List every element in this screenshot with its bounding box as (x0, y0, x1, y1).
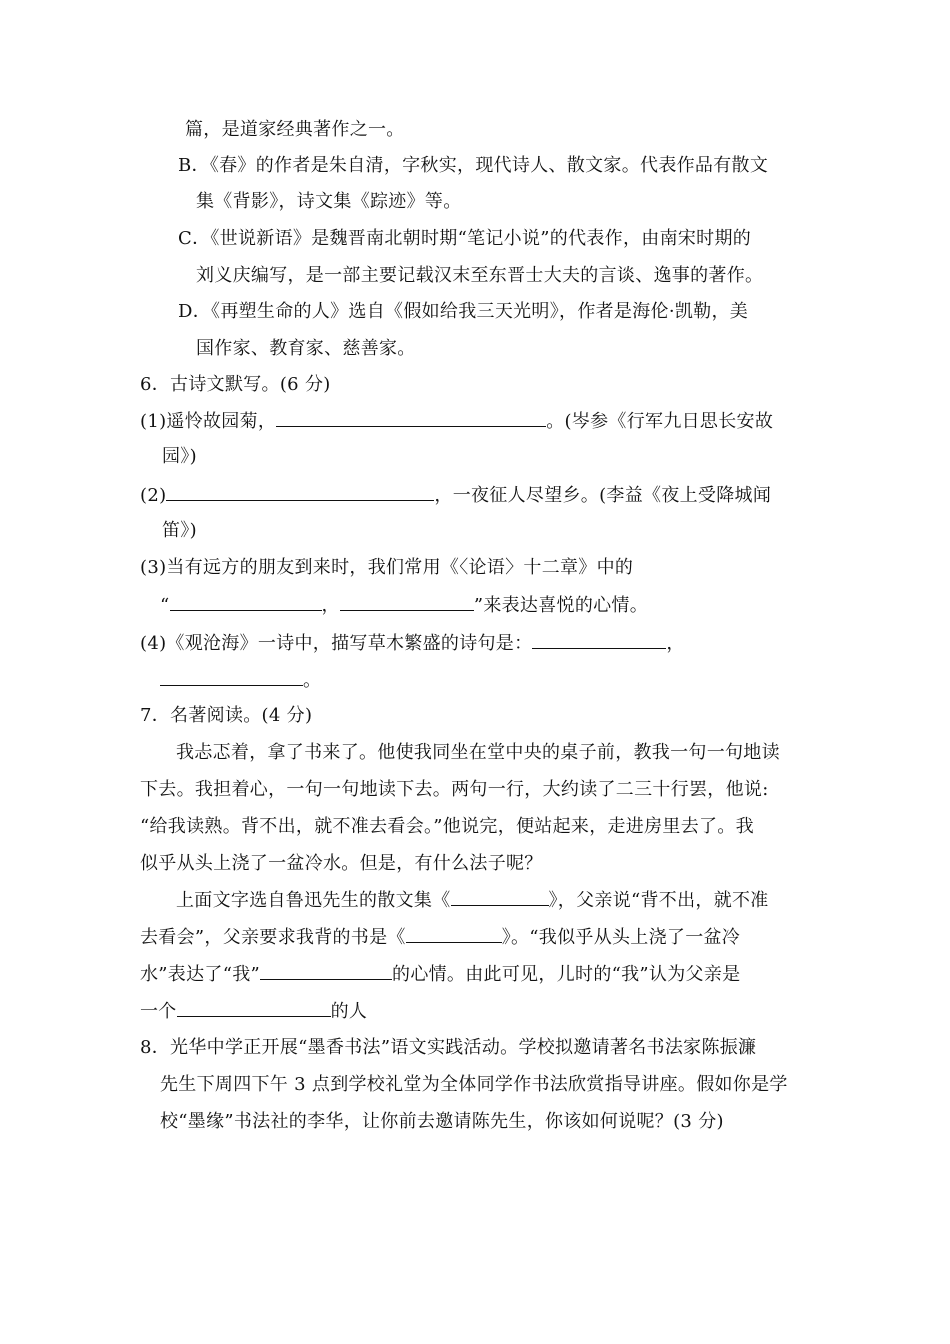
q7-qd-suffix: 的人 (330, 1001, 368, 1022)
q6-s4-period: 。 (303, 670, 322, 691)
q6-sentence4 (140, 631, 685, 656)
q7-passage-line1: 我忐忑着，拿了书来了。他使我同坐在堂中央的桌子前，教我一句一句地读 (176, 742, 780, 763)
q7-passage-line2: 下去。我担着心，一句一句地读下去。两句一行，大约读了二三十行罢，他说: (140, 779, 769, 800)
q6-sentence3: (3)当有远方的朋友到来时，我们常用《〈论语〉十二章》中的 (140, 557, 634, 578)
q6-s3-blank1[interactable] (170, 593, 322, 611)
q7-book-blank[interactable] (406, 925, 502, 943)
q6-s4-comma: ， (666, 633, 685, 654)
q6-sentence3-answer (160, 593, 648, 618)
q6-title: 6．古诗文默写。(6 分) (140, 374, 331, 395)
option-b-line1: B．《春》的作者是朱自清，字秋实，现代诗人、散文家。代表作品有散文 (178, 155, 769, 176)
q6-s3-blank2[interactable] (340, 593, 474, 611)
q6-s2-blank[interactable] (166, 483, 434, 501)
q7-qd-prefix: 一个 (140, 1001, 177, 1022)
q7-question-line1 (176, 888, 769, 913)
q6-sentence1 (140, 409, 773, 434)
q7-passage-line4: 似乎从头上浇了一盆冷水。但是，有什么法子呢？ (140, 853, 543, 874)
q7-passage-line3: “给我读熟。背不出，就不准去看会。”他说完，便站起来，走进房里去了。我 (140, 816, 754, 837)
q6-sentence2 (140, 483, 771, 508)
option-d-line1: D．《再塑生命的人》选自《假如给我三天光明》，作者是海伦·凯勒，美 (178, 301, 749, 322)
q6-s4-blank1[interactable] (532, 631, 666, 649)
q8-line2: 先生下周四下午 3 点到学校礼堂为全体同学作书法欣赏指导讲座。假如你是学 (160, 1074, 788, 1095)
q6-s3-comma: ， (321, 595, 340, 616)
q7-qb-prefix: 去看会”，父亲要求我背的书是《 (140, 927, 406, 948)
q7-qc-suffix: 的心情。由此可见，儿时的“我”认为父亲是 (392, 964, 741, 985)
q6-sentence4-cont (160, 668, 321, 693)
q7-question-line2 (140, 925, 740, 950)
q8-line1: 8．光华中学正开展“墨香书法”语文实践活动。学校拟邀请著名书法家陈振濂 (140, 1037, 757, 1058)
option-d-line2: 国作家、教育家、慈善家。 (196, 338, 416, 359)
q6-s3-open-quote: “ (160, 595, 170, 616)
q7-title: 7．名著阅读。(4 分) (140, 705, 313, 726)
option-b-line2: 集《背影》，诗文集《踪迹》等。 (196, 191, 462, 212)
q8-line3: 校“墨缘”书法社的李华，让你前去邀请陈先生，你该如何说呢？(3 分) (160, 1111, 724, 1132)
q7-question-line4 (140, 999, 367, 1024)
option-c-line2: 刘义庆编写，是一部主要记载汉末至东晋士大夫的言谈、逸事的著作。 (196, 265, 764, 286)
q7-father-blank[interactable] (177, 999, 331, 1017)
q7-feeling-blank[interactable] (260, 962, 392, 980)
q6-s1-source: 。(岑参《行军九日思长安故 (546, 411, 774, 432)
q7-qa-suffix: 》，父亲说“背不出，就不准 (548, 890, 769, 911)
q6-s2-source-cont: 笛》) (162, 520, 197, 541)
q7-collection-blank[interactable] (451, 888, 549, 906)
q7-qa-prefix: 上面文字选自鲁迅先生的散文集《 (176, 890, 451, 911)
q6-s3-suffix: ”来表达喜悦的心情。 (473, 595, 649, 616)
q6-s1-prefix: (1)遥怜故园菊， (140, 411, 277, 432)
q6-s4-prefix: (4)《观沧海》一诗中，描写草木繁盛的诗句是： (140, 633, 533, 654)
q7-question-line3 (140, 962, 740, 987)
q7-qc-prefix: 水”表达了“我” (140, 964, 261, 985)
q7-qb-suffix: 》。“我似乎从头上浇了一盆冷 (501, 927, 741, 948)
q6-s2-prefix: (2) (140, 485, 167, 506)
q6-s2-suffix: ，一夜征人尽望乡。(李益《夜上受降城闻 (434, 485, 772, 506)
q6-s1-blank[interactable] (276, 409, 546, 427)
q6-s1-source-cont: 园》) (162, 446, 197, 467)
option-a-continuation: 篇，是道家经典著作之一。 (185, 119, 405, 140)
option-c-line1: C．《世说新语》是魏晋南北朝时期“笔记小说”的代表作，由南宋时期的 (178, 228, 752, 249)
q6-s4-blank2[interactable] (160, 668, 303, 686)
